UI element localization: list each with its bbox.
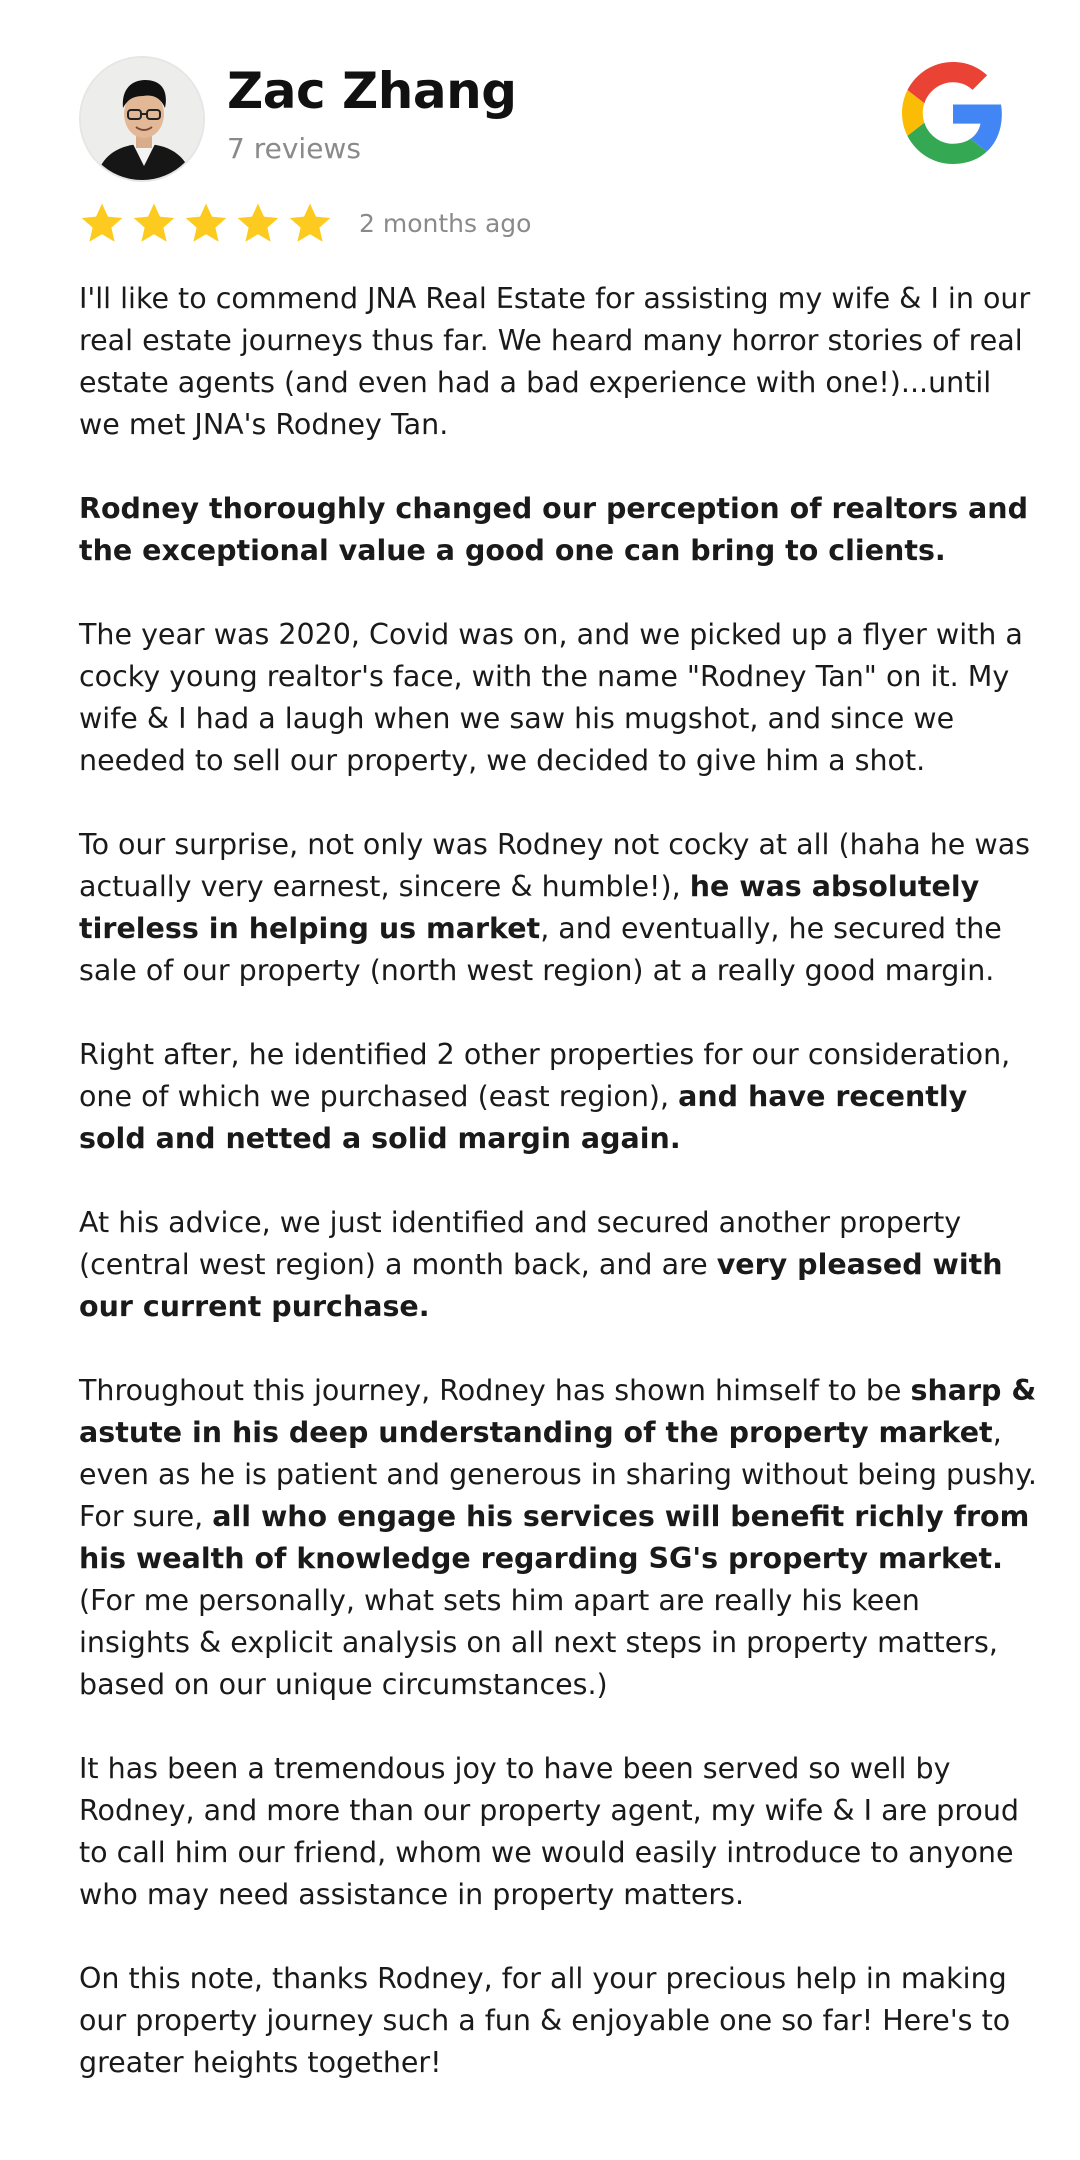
review-text: Throughout this journey, Rodney has shown himself to be bbox=[79, 1374, 911, 1407]
review-text: On this note, thanks Rodney, for all your precious help in making our property journey such a fun & enjoyable one so far! Here's to greater heights together! bbox=[79, 1962, 1011, 2079]
review-header bbox=[79, 56, 1020, 186]
review-paragraph bbox=[79, 614, 1039, 782]
review-text: It has been a tremendous joy to have been served so well by Rodney, and more than our property agent, my wife & I are proud to call him our friend, whom we would easily introduce to anyone who may need assistance in property matters. bbox=[79, 1752, 1020, 1911]
star-icon bbox=[287, 200, 333, 246]
review-paragraph bbox=[79, 278, 1039, 446]
google-logo-icon bbox=[902, 62, 1004, 164]
review-body bbox=[79, 278, 1039, 2126]
review-text-bold: Rodney thoroughly changed our perception of realtors and the exceptional value a good one can bring to clients. bbox=[79, 492, 1028, 567]
review-paragraph bbox=[79, 488, 1039, 572]
review-text: (For me personally, what sets him apart are really his keen insights & explicit analysis on all next steps in property matters, based on our unique circumstances.) bbox=[79, 1584, 998, 1701]
star-icon bbox=[235, 200, 281, 246]
review-text: Right after, he identified 2 other properties for our consideration, one of which we purchased (east region), bbox=[79, 1038, 1011, 1113]
review-text-bold: and have recently sold and netted a solid margin again. bbox=[79, 1080, 968, 1155]
rating-row bbox=[79, 197, 531, 249]
review-paragraph bbox=[79, 824, 1039, 992]
star-icon bbox=[183, 200, 229, 246]
review-time: 2 months ago bbox=[359, 208, 532, 238]
star-rating bbox=[79, 200, 333, 246]
review-text: I'll like to commend JNA Real Estate for assisting my wife & I in our real estate journeys thus far. We heard many horror stories of real estate agents (and even had a bad experience with one!)...until we met JNA's Rodney Tan. bbox=[79, 282, 1031, 441]
star-icon bbox=[79, 200, 125, 246]
review-text: The year was 2020, Covid was on, and we picked up a flyer with a cocky young realtor's face, with the name "Rodney Tan" on it. My wife & I had a laugh when we saw his mugshot, and since we needed to sell our property, we decided to give him a shot. bbox=[79, 618, 1023, 777]
review-paragraph bbox=[79, 1958, 1039, 2084]
review-paragraph bbox=[79, 1370, 1039, 1706]
review-text: At his advice, we just identified and secured another property (central west region) a month back, and are bbox=[79, 1206, 962, 1281]
review-text-bold: sharp & astute in his deep understanding of the property market bbox=[79, 1374, 1037, 1449]
reviewer-avatar[interactable] bbox=[79, 56, 205, 182]
reviewer-name[interactable]: Zac Zhang bbox=[227, 62, 517, 120]
review-paragraph bbox=[79, 1748, 1039, 1916]
review-text-bold: very pleased with our current purchase. bbox=[79, 1248, 1003, 1323]
review-paragraph bbox=[79, 1202, 1039, 1328]
review-text: To our surprise, not only was Rodney not cocky at all (haha he was actually very earnest, sincere & humble!), bbox=[79, 828, 1031, 903]
review-text: , and eventually, he secured the sale of our property (north west region) at a really good margin. bbox=[79, 912, 1002, 987]
review-paragraph bbox=[79, 1034, 1039, 1160]
person-avatar-icon bbox=[81, 58, 205, 182]
review-count: 7 reviews bbox=[227, 132, 361, 165]
star-icon bbox=[131, 200, 177, 246]
review-text-bold: he was absolutely tireless in helping us market bbox=[79, 870, 980, 945]
review-text: , even as he is patient and generous in sharing without being pushy. For sure, bbox=[79, 1416, 1037, 1533]
review-text-bold: all who engage his services will benefit richly from his wealth of knowledge regarding SG's property market. bbox=[79, 1500, 1030, 1575]
